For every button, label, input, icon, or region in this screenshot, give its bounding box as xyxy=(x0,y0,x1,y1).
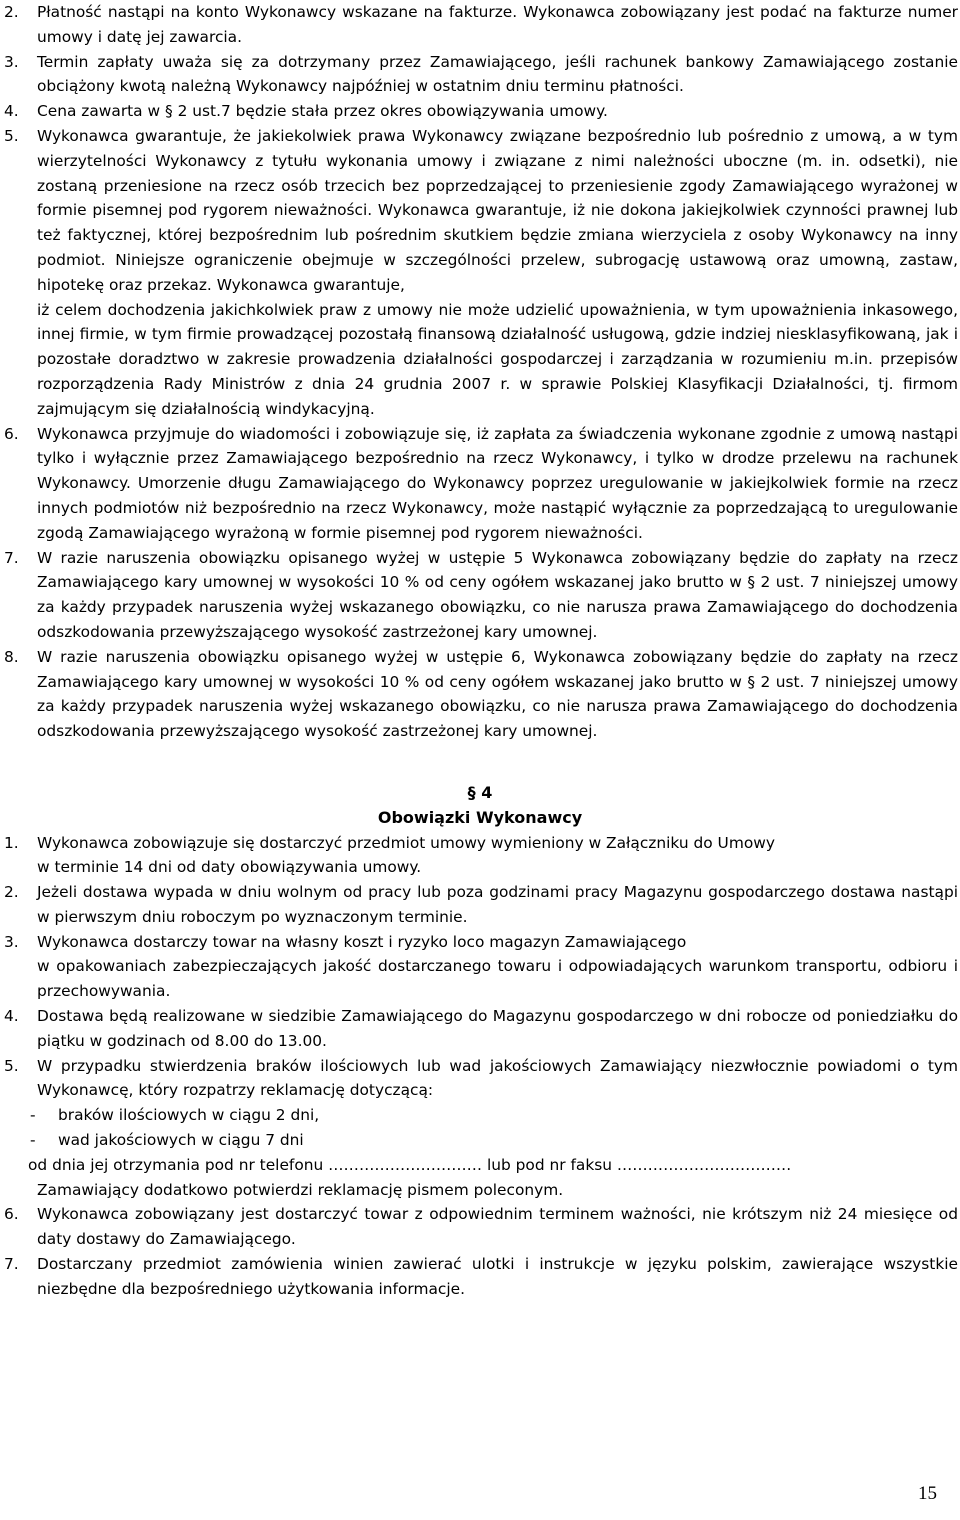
item-text: Wykonawca gwarantuje, że jakiekolwiek prawa Wykonawcy związane bezpośrednio lub pośrednio z umową, a w tym wierzytelności Wykonawcy z tytułu wykonania umowy i związane z nimi należności uboczne (m. in. odsetki), nie zostaną przeniesione na rzecz osób trzecich bez poprzedzającej to przeniesienie zgody Zamawiającego wyrażonej w formie pisemnej pod rygorem nieważności. Wykonawca gwarantuje, iż nie dokona jakiejkolwiek czynności prawnej lub też faktycznej, której bezpośrednim lub pośrednim skutkiem będzie zmiana wierzyciela z osoby Wykonawcy na inny podmiot. Niniejsze ograniczenie obejmuje w szczególności przelew, subrogację ustawową oraz umowną, zastaw, hipotekę oraz przekaz. Wykonawca gwarantuje, xyxy=(37,126,958,294)
item-number: 5. xyxy=(4,126,19,145)
item-number: 6. xyxy=(4,424,19,443)
section-number: § 4 xyxy=(467,782,493,802)
item-number: 3. xyxy=(4,52,19,71)
item-number: 7. xyxy=(4,1255,19,1274)
section-title: Obowiązki Wykonawcy xyxy=(377,807,583,827)
item-number: 6. xyxy=(4,1205,19,1224)
item-number: 4. xyxy=(4,102,19,121)
sub-item-text: wad jakościowych w ciągu 7 dni xyxy=(58,1131,304,1150)
list-item xyxy=(0,1004,960,1054)
dash-bullet: - xyxy=(30,1131,36,1150)
item-number: 8. xyxy=(4,647,19,666)
sub-item-text: braków ilościowych w ciągu 2 dni, xyxy=(58,1106,320,1125)
item-text: Płatność nastąpi na konto Wykonawcy wskazane na fakturze. Wykonawca zobowiązany jest podać na fakturze numer umowy i datę jej zawarcia. xyxy=(37,3,958,46)
item-text-continued: w opakowaniach zabezpieczających jakość dostarczanego towaru i odpowiadających warunkom transportu, odbioru i przechowywania. xyxy=(37,957,958,1001)
list-item xyxy=(0,0,960,50)
item-text: W razie naruszenia obowiązku opisanego wyżej w ustępie 5 Wykonawca zobowiązany będzie do zapłaty na rzecz Zamawiającego kary umownej w wysokości 10 % od ceny ogółem wskazanej jako brutto w § 2 ust. 7 niniejszej umowy za każdy przypadek naruszenia wyżej wskazanego obowiązku, co nie narusza prawa Zamawiającego do dochodzenia odszkodowania przewyższającego wysokość zastrzeżonej kary umownej. xyxy=(37,548,958,641)
sub-item xyxy=(0,1103,960,1128)
list-item xyxy=(0,930,960,1004)
item-text: Dostawa będą realizowane w siedzibie Zamawiającego do Magazynu gospodarczego w dni robocze od poniedziałku do piątku w godzinach od 8.00 do 13.00. xyxy=(37,1007,958,1050)
contact-line: od dnia jej otrzymania pod nr telefonu ………………………… lub pod nr faksu ……………………………. xyxy=(28,1155,792,1174)
section3-list xyxy=(0,0,960,744)
item-text: W razie naruszenia obowiązku opisanego wyżej w ustępie 6, Wykonawca zobowiązany będzie do zapłaty na rzecz Zamawiającego kary umownej w wysokości 10 % od ceny ogółem wskazanej jako brutto w § 2 ust. 7 niniejszej umowy za każdy przypadek naruszenia wyżej wskazanego obowiązku, co nie narusza prawa Zamawiającego do dochodzenia odszkodowania przewyższającego wysokość zastrzeżonej kary umownej. xyxy=(37,647,958,741)
list-item xyxy=(0,50,960,100)
item-text: Wykonawca dostarczy towar na własny koszt i ryzyko loco magazyn Zamawiającego xyxy=(37,932,687,951)
item-text: W przypadku stwierdzenia braków ilościowych lub wad jakościowych Zamawiający niezwłocznie powiadomi o tym Wykonawcę, który rozpatrzy reklamację dotyczącą: xyxy=(37,1056,958,1100)
item-text-continued: iż celem dochodzenia jakichkolwiek praw z umowy nie może udzielić upoważnienia, w tym upoważnienia inkasowego, innej firmie, w tym firmie prowadzącej pozostałą finansową działalność usługową, gdzie indziej niesklasyfikowaną, jak i pozostałe doradztwo w zakresie prowadzenia działalności gospodarczej i zarządzania w rozumieniu m.in. przepisów rozporządzenia Rady Ministrów z dnia 24 grudnia 2007 r. w sprawie Polskiej Klasyfikacji Działalności, tj. firmom zajmującym się działalnością windykacyjną. xyxy=(37,300,958,418)
page-number: 15 xyxy=(918,1483,937,1504)
item-number: 2. xyxy=(4,3,19,21)
list-item xyxy=(0,1202,960,1252)
item-number: 4. xyxy=(4,1007,19,1026)
list-item xyxy=(0,546,960,645)
dash-bullet: - xyxy=(30,1106,36,1125)
list-item xyxy=(0,422,960,546)
list-item xyxy=(0,124,960,422)
item-number: 2. xyxy=(4,883,19,902)
item-text: Wykonawca przyjmuje do wiadomości i zobowiązuje się, iż zapłata za świadczenia wykonane zgodnie z umową nastąpi tylko i wyłącznie przez Zamawiającego bezpośrednio na rzecz Wykonawcy, i tylko w drodze przelewu na rachunek Wykonawcy. Umorzenie długu Zamawiającego do Wykonawcy poprzez uregulowanie w jakiejkolwiek formie na rzecz innych podmiotów niż bezpośrednio na rzecz Wykonawcy, może nastąpić wyłącznie za poprzedzającą to uregulowanie zgodą Zamawiającego wyrażoną w formie pisemnej pod rygorem nieważności. xyxy=(37,424,958,542)
item-text: Jeżeli dostawa wypada w dniu wolnym od pracy lub poza godzinami pracy Magazynu gospodarczego dostawa nastąpi w pierwszym dniu roboczym po wyznaczonym terminie. xyxy=(37,883,958,926)
list-item xyxy=(0,831,960,881)
list-item xyxy=(0,880,960,930)
list-item xyxy=(0,1054,960,1104)
item-text: Termin zapłaty uważa się za dotrzymany przez Zamawiającego, jeśli rachunek bankowy Zamawiającego zostanie obciążony kwotą należną Wykonawcy najpóźniej w ostatnim dniu terminu płatności. xyxy=(37,52,958,96)
item-text-continued: w terminie 14 dni od daty obowiązywania umowy. xyxy=(37,858,422,877)
item-text: Dostarczany przedmiot zamówienia winien zawierać ulotki i instrukcje w języku polskim, zawierające wszystkie niezbędne dla bezpośredniego użytkowania informacje. xyxy=(37,1255,958,1298)
sub-item xyxy=(0,1128,960,1153)
item-number: 7. xyxy=(4,548,19,567)
list-item xyxy=(0,645,960,744)
item-number: 3. xyxy=(4,932,19,951)
list-item xyxy=(0,99,960,124)
item-text: Wykonawca zobowiązany jest dostarczyć towar z odpowiednim terminem ważności, nie krótszym niż 24 miesięce od daty dostawy do Zamawiającego. xyxy=(37,1205,958,1249)
section4-list xyxy=(0,831,960,1302)
item-number: 5. xyxy=(4,1056,19,1075)
item-text-continued: Zamawiający dodatkowo potwierdzi reklamację pismem poleconym. xyxy=(37,1180,564,1199)
item-text: Wykonawca zobowiązuje się dostarczyć przedmiot umowy wymieniony w Załączniku do Umowy xyxy=(37,833,775,852)
item-text: Cena zawarta w § 2 ust.7 będzie stała przez okres obowiązywania umowy. xyxy=(37,102,608,121)
list-item xyxy=(0,1252,960,1302)
item-number: 1. xyxy=(4,833,19,852)
